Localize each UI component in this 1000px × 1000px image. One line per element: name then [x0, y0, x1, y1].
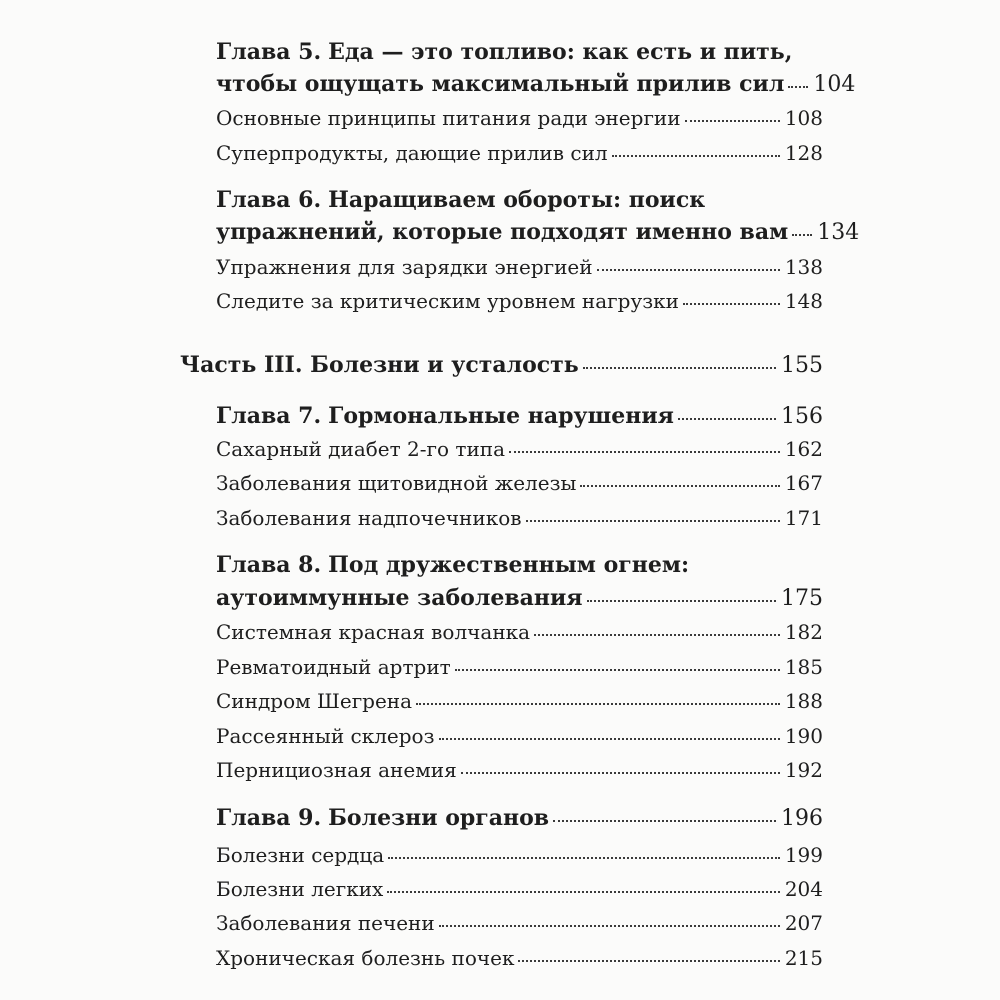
section-title: Хроническая болезнь почек: [216, 946, 515, 970]
leader-dots: [416, 703, 780, 705]
leader-dots: [455, 669, 780, 671]
section-title: Заболевания печени: [216, 911, 435, 935]
chapter-6-title-line1: Наращиваем обороты: поиск: [328, 187, 706, 213]
section-title: Суперпродукты, дающие прилив сил: [216, 141, 608, 165]
page-number: 148: [784, 289, 823, 313]
leader-dots: [387, 891, 779, 893]
toc-entry-adrenal[interactable]: [216, 506, 823, 530]
toc-entry-critical-load[interactable]: [216, 289, 823, 313]
leader-dots: [583, 367, 776, 369]
leader-dots: [580, 485, 779, 487]
page-number: 215: [784, 946, 823, 970]
leader-dots: [461, 772, 780, 774]
leader-dots: [685, 120, 780, 122]
leader-dots: [509, 451, 780, 453]
chapter-8-title-line1: Под дружественным огнем:: [328, 552, 690, 578]
toc-entry-sclerosis[interactable]: [216, 724, 823, 748]
toc-entry-chapter-8[interactable]: [216, 586, 823, 611]
chapter-8-heading-line1: [216, 553, 689, 578]
toc-entry-lungs[interactable]: [216, 877, 823, 901]
section-title: Заболевания щитовидной железы: [216, 471, 577, 495]
chapter-5-title-line1: Еда — это топливо: как есть и пить,: [328, 39, 793, 65]
toc-entry-liver[interactable]: [216, 911, 823, 935]
page-number: 188: [784, 689, 823, 713]
chapter-5-label: Глава 5.: [216, 39, 322, 65]
chapter-6-title-line2: упражнений, которые подходят именно вам: [216, 219, 789, 245]
section-title: Пернициозная анемия: [216, 758, 457, 782]
page-number: 162: [784, 437, 823, 461]
part-3-title: Часть III. Болезни и усталость: [180, 352, 579, 378]
page-number: 192: [784, 758, 823, 782]
leader-dots: [439, 925, 780, 927]
toc-entry-diabetes[interactable]: [216, 437, 823, 461]
toc-entry-part-3[interactable]: [180, 353, 823, 378]
leader-dots: [792, 234, 812, 236]
page-number: 204: [784, 877, 823, 901]
page-number: 155: [781, 353, 823, 378]
page-number: 207: [784, 911, 823, 935]
chapter-7-label: Глава 7.: [216, 403, 322, 429]
leader-dots: [587, 600, 776, 602]
page-number: 156: [781, 404, 823, 429]
toc-entry-thyroid[interactable]: [216, 471, 823, 495]
page-number: 104: [813, 72, 856, 97]
toc-entry-chapter-6[interactable]: [216, 219, 860, 245]
page-number: 185: [784, 655, 823, 679]
toc-entry-superfoods[interactable]: [216, 141, 823, 165]
chapter-8-title-line2: аутоиммунные заболевания: [216, 585, 583, 611]
section-title: Болезни легких: [216, 877, 384, 901]
section-title: Болезни сердца: [216, 843, 385, 867]
toc-entry-energy-exercises[interactable]: [216, 255, 823, 279]
section-title: Сахарный диабет 2-го типа: [216, 437, 506, 461]
chapter-9-label: Глава 9.: [216, 805, 322, 831]
page-number: 167: [784, 471, 823, 495]
toc-entry-chapter-9[interactable]: [216, 806, 823, 831]
section-title: Основные принципы питания ради энергии: [216, 106, 681, 130]
page-number: 190: [784, 724, 823, 748]
chapter-8-label: Глава 8.: [216, 552, 322, 578]
toc-entry-chapter-5[interactable]: [216, 71, 856, 97]
toc-entry-arthritis[interactable]: [216, 655, 823, 679]
leader-dots: [788, 86, 808, 88]
page-number: 128: [784, 141, 823, 165]
chapter-9-title: Болезни органов: [328, 805, 550, 831]
section-title: Рассеянный склероз: [216, 724, 435, 748]
leader-dots: [597, 269, 780, 271]
page-number: 182: [784, 620, 823, 644]
page-number: 134: [817, 220, 860, 245]
chapter-5-heading-line1: [216, 40, 792, 65]
page-number: 138: [784, 255, 823, 279]
page-number: 196: [781, 806, 823, 831]
leader-dots: [388, 857, 780, 859]
leader-dots: [612, 155, 780, 157]
leader-dots: [534, 634, 780, 636]
leader-dots: [439, 738, 780, 740]
leader-dots: [683, 303, 780, 305]
page-number: 175: [781, 586, 823, 611]
toc-entry-kidney[interactable]: [216, 946, 823, 970]
leader-dots: [678, 418, 776, 420]
section-title: Следите за критическим уровнем нагрузки: [216, 289, 679, 313]
toc-entry-heart[interactable]: [216, 843, 823, 867]
section-title: Заболевания надпочечников: [216, 506, 522, 530]
section-title: Упражнения для зарядки энергией: [216, 255, 593, 279]
toc-entry-anemia[interactable]: [216, 758, 823, 782]
toc-entry-chapter-7[interactable]: [216, 404, 823, 429]
section-title: Ревматоидный артрит: [216, 655, 451, 679]
leader-dots: [526, 520, 780, 522]
chapter-6-heading-line1: [216, 188, 705, 213]
chapter-6-label: Глава 6.: [216, 187, 322, 213]
chapter-7-heading: [216, 404, 674, 429]
leader-dots: [518, 960, 779, 962]
page-number: 171: [784, 506, 823, 530]
section-title: Синдром Шегрена: [216, 689, 413, 713]
chapter-5-title-line2: чтобы ощущать максимальный прилив сил: [216, 71, 785, 97]
chapter-9-heading: [216, 806, 549, 831]
toc-entry-energy-nutrition[interactable]: [216, 106, 823, 130]
chapter-7-title: Гормональные нарушения: [328, 403, 674, 429]
leader-dots: [553, 820, 776, 822]
toc-entry-sjogren[interactable]: [216, 689, 823, 713]
page-number: 108: [784, 106, 823, 130]
section-title: Системная красная волчанка: [216, 620, 531, 644]
page-number: 199: [784, 843, 823, 867]
toc-entry-lupus[interactable]: [216, 620, 823, 644]
